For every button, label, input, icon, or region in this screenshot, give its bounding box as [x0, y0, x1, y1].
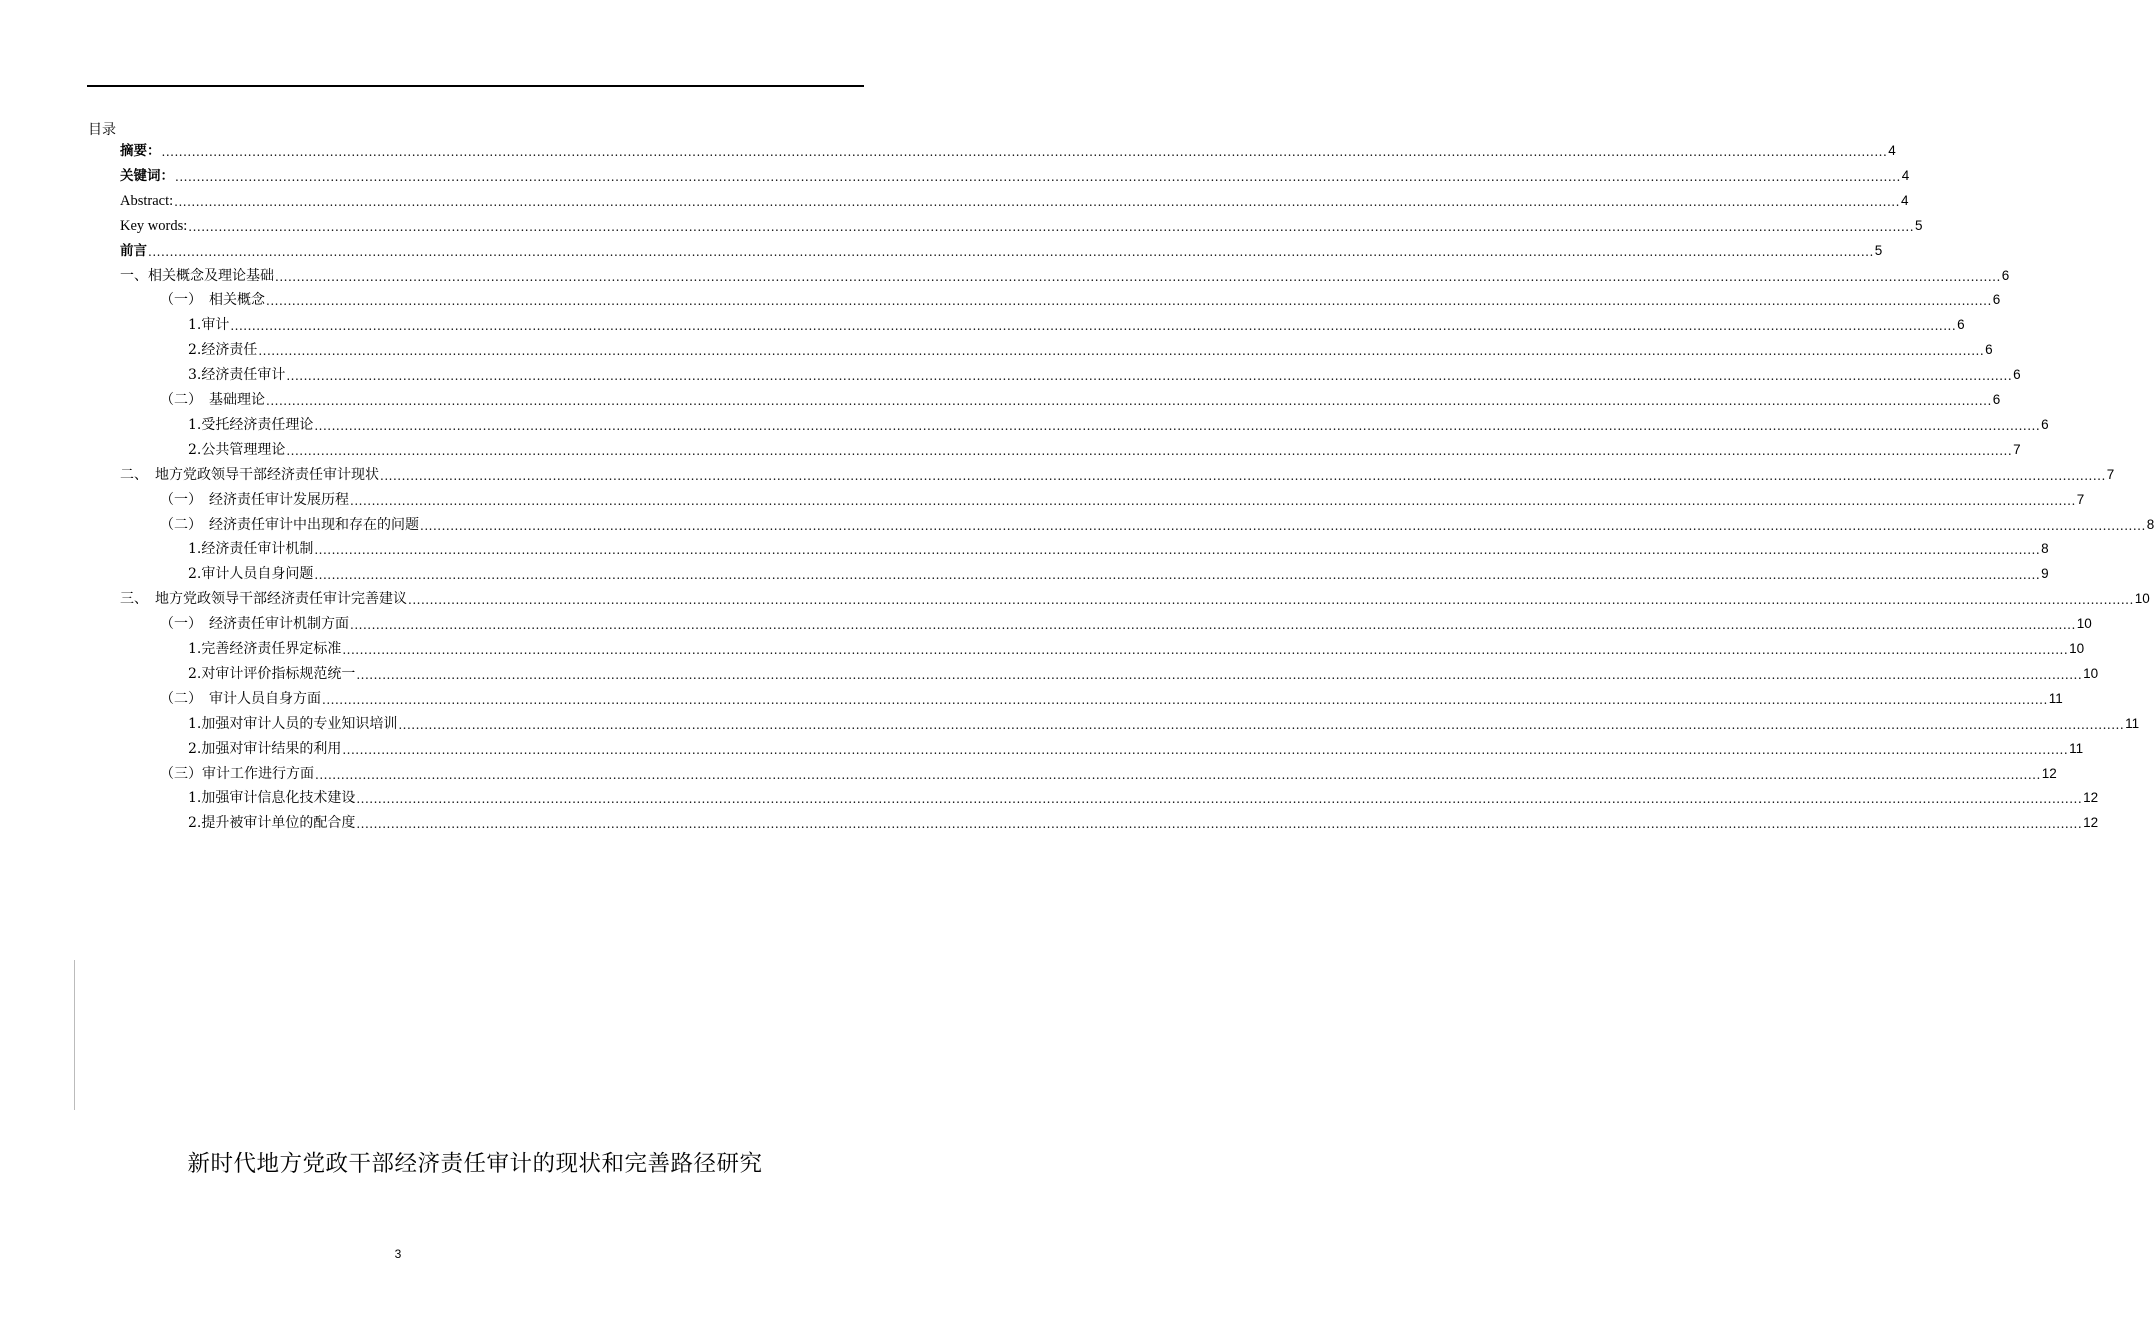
toc-entry-label: 1.受托经济责任理论 — [188, 416, 314, 433]
toc-entry-page: 10 — [2076, 616, 2092, 632]
toc-entry[interactable] — [120, 191, 1909, 211]
toc-entry[interactable] — [188, 714, 2140, 734]
toc-entry-label: Key words: — [120, 217, 188, 234]
toc-entry[interactable] — [120, 465, 2115, 485]
toc-leader-dots: ................................................................................................................................................................................................................................................................................................................................................................................................................ — [230, 319, 1957, 334]
toc-leader-dots: ................................................................................................................................................................................................................................................................................................................................................................................................................ — [266, 294, 1992, 309]
toc-entry-label: （二） 经济责任审计中出现和存在的问题 — [160, 516, 419, 533]
toc-entry-label: （三）审计工作进行方面 — [160, 765, 314, 782]
toc-entry[interactable] — [160, 515, 2154, 535]
page-number: 3 — [394, 1247, 402, 1261]
toc-entry[interactable] — [120, 266, 2010, 286]
toc-entry-page: 6 — [2001, 267, 2010, 283]
toc-entry-page: 6 — [1985, 342, 1993, 358]
toc-entry-page: 5 — [1874, 242, 1883, 258]
toc-leader-dots: ................................................................................................................................................................................................................................................................................................................................................................................................................ — [175, 169, 1901, 184]
toc-entry[interactable] — [188, 739, 2084, 759]
toc-entry-page: 12 — [2083, 815, 2099, 831]
toc-entry[interactable] — [160, 689, 2063, 709]
toc-entry[interactable] — [120, 589, 2150, 609]
toc-entry[interactable] — [188, 315, 1965, 335]
toc-entry-page: 11 — [2125, 715, 2140, 731]
toc-entry[interactable] — [188, 440, 2021, 460]
toc-leader-dots: ................................................................................................................................................................................................................................................................................................................................................................................................................ — [286, 443, 2013, 458]
toc-leader-dots: ................................................................................................................................................................................................................................................................................................................................................................................................................ — [420, 518, 2146, 533]
toc-entry-page: 12 — [2041, 765, 2057, 781]
toc-entry-page: 12 — [2083, 790, 2099, 806]
toc-leader-dots: ................................................................................................................................................................................................................................................................................................................................................................................................................ — [342, 742, 2069, 757]
toc-entry-label: 2.公共管理理论 — [188, 441, 286, 458]
toc-entry-page: 6 — [1992, 392, 2001, 407]
toc-entry[interactable] — [120, 216, 1923, 236]
toc-entry-page: 9 — [2041, 566, 2049, 582]
toc-entry[interactable] — [160, 764, 2057, 784]
toc-entry-label: 一、相关概念及理论基础 — [120, 267, 274, 284]
toc-entry-page: 8 — [2041, 541, 2049, 557]
toc-leader-dots: ................................................................................................................................................................................................................................................................................................................................................................................................................ — [315, 767, 2041, 782]
toc-entry-label: （二） 基础理论 — [160, 392, 265, 408]
toc-leader-dots: ................................................................................................................................................................................................................................................................................................................................................................................................................ — [350, 493, 2076, 508]
toc-leader-dots: ................................................................................................................................................................................................................................................................................................................................................................................................................ — [148, 244, 1874, 259]
toc-leader-dots: ................................................................................................................................................................................................................................................................................................................................................................................................................ — [380, 468, 2106, 483]
toc-entry-page: 6 — [2041, 416, 2049, 432]
toc-entry-label: 摘要： — [120, 143, 161, 159]
toc-entry[interactable] — [120, 141, 1896, 161]
toc-entry-label: 2.经济责任 — [188, 342, 258, 359]
toc-heading: 目录 — [88, 122, 116, 138]
toc-entry-page: 4 — [1900, 192, 1909, 208]
toc-entry-label: 2.对审计评价指标规范统一 — [188, 665, 356, 682]
toc-leader-dots: ................................................................................................................................................................................................................................................................................................................................................................................................................ — [286, 369, 2013, 384]
toc-entry-label: 1.审计 — [188, 317, 230, 334]
toc-entry[interactable] — [160, 290, 2001, 310]
toc-leader-dots: ................................................................................................................................................................................................................................................................................................................................................................................................................ — [266, 394, 1992, 408]
toc-leader-dots: ................................................................................................................................................................................................................................................................................................................................................................................................................ — [356, 667, 2083, 682]
toc-entry[interactable] — [188, 664, 2099, 684]
toc-entry-label: Abstract: — [120, 192, 174, 209]
toc-leader-dots: ................................................................................................................................................................................................................................................................................................................................................................................................................ — [174, 194, 1900, 209]
toc-leader-dots: ................................................................................................................................................................................................................................................................................................................................................................................................................ — [350, 618, 2076, 633]
toc-leader-dots: ................................................................................................................................................................................................................................................................................................................................................................................................................ — [188, 219, 1915, 234]
toc-entry-label: 2.审计人员自身问题 — [188, 566, 314, 583]
toc-entry-label: 3.经济责任审计 — [188, 367, 286, 384]
toc-entry-page: 7 — [2076, 491, 2085, 507]
toc-leader-dots: ................................................................................................................................................................................................................................................................................................................................................................................................................ — [398, 717, 2125, 732]
toc-entry[interactable] — [160, 490, 2085, 510]
toc-entry[interactable] — [120, 166, 1910, 186]
toc-entry-page: 7 — [2013, 441, 2021, 457]
toc-entry[interactable] — [160, 614, 2092, 634]
toc-entry-label: 前言 — [120, 242, 147, 259]
toc-entry-page: 11 — [2048, 690, 2063, 706]
toc-leader-dots: ................................................................................................................................................................................................................................................................................................................................................................................................................ — [258, 344, 1985, 359]
toc-entry[interactable] — [160, 390, 2001, 410]
toc-entry-page: 5 — [1915, 217, 1923, 233]
toc-leader-dots: ................................................................................................................................................................................................................................................................................................................................................................................................................ — [342, 643, 2069, 657]
toc-entry[interactable] — [120, 241, 1883, 261]
header-rule — [87, 85, 864, 87]
toc-leader-dots: ................................................................................................................................................................................................................................................................................................................................................................................................................ — [161, 145, 1888, 159]
toc-entry-label: 2.提升被审计单位的配合度 — [188, 815, 356, 832]
toc-entry[interactable] — [188, 813, 2099, 833]
toc-entry-label: （二） 审计人员自身方面 — [160, 690, 321, 707]
toc-entry-page: 4 — [1888, 143, 1896, 158]
toc-leader-dots: ................................................................................................................................................................................................................................................................................................................................................................................................................ — [314, 418, 2041, 433]
toc-entry-label: 关键词： — [120, 167, 174, 184]
toc-leader-dots: ................................................................................................................................................................................................................................................................................................................................................................................................................ — [408, 593, 2134, 608]
toc-entry-page: 10 — [2083, 665, 2099, 681]
toc-leader-dots: ................................................................................................................................................................................................................................................................................................................................................................................................................ — [356, 817, 2083, 832]
toc-entry-label: 三、 地方党政领导干部经济责任审计完善建议 — [120, 591, 407, 608]
toc-entry-label: 二、 地方党政领导干部经济责任审计现状 — [120, 466, 379, 483]
toc-entry-label: 1.完善经济责任界定标准 — [188, 641, 342, 657]
toc-entry-page: 11 — [2069, 740, 2084, 756]
toc-entry-label: （一） 经济责任审计机制方面 — [160, 616, 349, 633]
toc-leader-dots: ................................................................................................................................................................................................................................................................................................................................................................................................................ — [322, 692, 2048, 707]
toc-leader-dots: ................................................................................................................................................................................................................................................................................................................................................................................................................ — [314, 543, 2041, 558]
toc-entry[interactable] — [188, 564, 2049, 584]
document-title: 新时代地方党政干部经济责任审计的现状和完善路径研究 — [187, 1151, 763, 1177]
toc-entry-page: 6 — [1992, 292, 2001, 308]
toc-entry-label: 1.加强对审计人员的专业知识培训 — [188, 715, 398, 732]
margin-marker-line — [74, 960, 75, 1110]
toc-entry-page: 10 — [2069, 641, 2085, 656]
toc-entry[interactable] — [188, 539, 2049, 559]
toc-entry-page: 4 — [1901, 167, 1910, 183]
toc-entry[interactable] — [188, 340, 1993, 360]
toc-entry-page: 6 — [1957, 317, 1965, 333]
toc-leader-dots: ................................................................................................................................................................................................................................................................................................................................................................................................................ — [356, 792, 2083, 807]
toc-entry-page: 10 — [2134, 591, 2150, 607]
toc-entry-label: 2.加强对审计结果的利用 — [188, 740, 342, 757]
toc-entry[interactable] — [188, 415, 2049, 435]
toc-entry-page: 8 — [2146, 516, 2154, 532]
toc-entry[interactable] — [188, 639, 2085, 659]
toc-entry[interactable] — [188, 788, 2099, 808]
toc-entry-label: 1.经济责任审计机制 — [188, 541, 314, 558]
toc-entry-label: （一） 相关概念 — [160, 292, 265, 309]
toc-entry-page: 7 — [2106, 466, 2115, 482]
toc-leader-dots: ................................................................................................................................................................................................................................................................................................................................................................................................................ — [275, 269, 2001, 284]
toc-entry-label: 1.加强审计信息化技术建设 — [188, 790, 356, 807]
toc-entry[interactable] — [188, 365, 2021, 385]
toc-leader-dots: ................................................................................................................................................................................................................................................................................................................................................................................................................ — [314, 568, 2041, 583]
toc-entry-label: （一） 经济责任审计发展历程 — [160, 491, 349, 508]
toc-entry-page: 6 — [2013, 367, 2021, 383]
